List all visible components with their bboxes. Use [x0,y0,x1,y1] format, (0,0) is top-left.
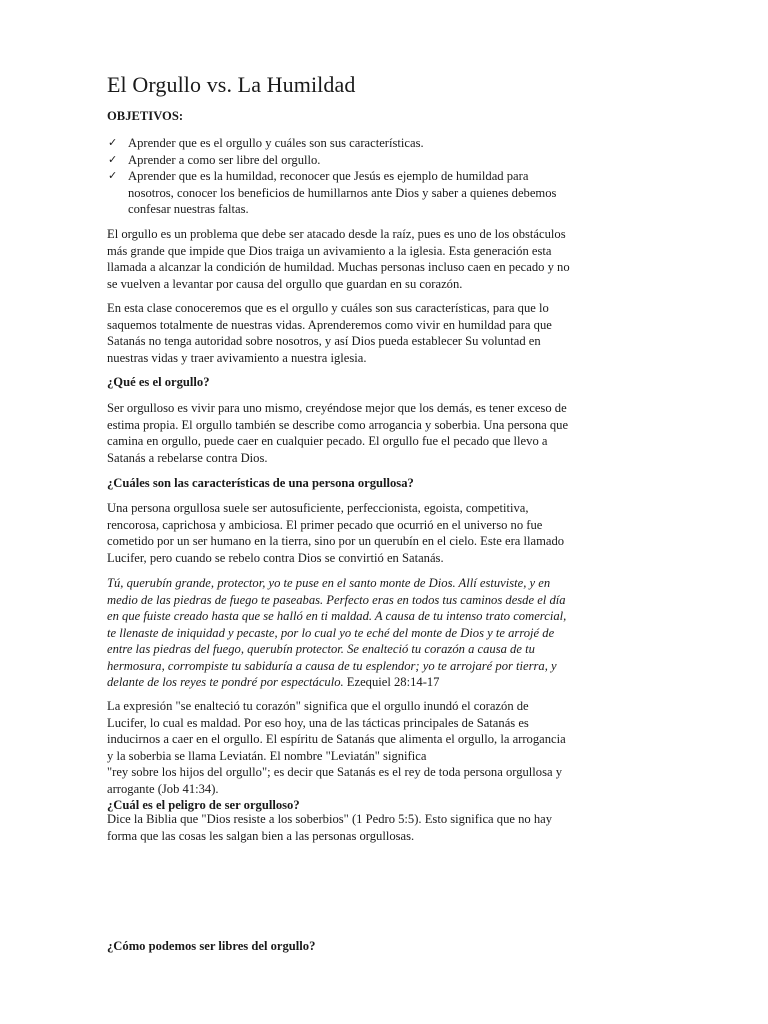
objective-item: ✓ Aprender que es la humildad, reconocer que Jesús es ejemplo de humildad para nosotros, conocer los beneficios de humillarnos ante Dios y saber a quienes debemos confesar nuestras faltas. [108,169,557,216]
explanation-paragraph: La expresión "se enalteció tu corazón" significa que el orgullo inundó el corazón de Lucifer, lo cual es maldad. Por eso hoy, una de las tácticas principales de Satanás es inducirnos a caer en el orgullo. El espíritu de Satanás que alimenta el orgullo, la arrogancia y la soberbia se llama Leviatán. El nombre "Leviatán" significa "rey sobre los hijos del orgullo"; es decir que Satanás es el rey de toda persona orgullosa y arrogante (Job 41:34). [107,699,566,796]
section-heading-peligro: ¿Cuál es el peligro de ser orgulloso? [107,798,300,812]
intro-paragraph-2: En esta clase conoceremos que es el orgullo y cuáles son sus características, para que lo saquemos totalmente de nuestras vidas. Aprenderemos como vivir en humildad para que Satanás no tenga autoridad sobre nosotros, y así Dios pueda establecer Su voluntad en nuestras vidas y traer avivamiento a nuestra iglesia. [107,301,552,365]
objectives-list [107,135,663,218]
section-body-caracteristicas: Una persona orgullosa suele ser autosuficiente, perfeccionista, egoista, competitiva, rencorosa, caprichosa y ambiciosa. El primer pecado que ocurrió en el universo no fue cometido por un ser humano en la tierra, sino por un querubín en el cielo. Este era llamado Lucifer, pero cuando se rebelo contra Dios se convirtió en Satanás. [107,501,565,565]
objectives-heading: OBJETIVOS: [107,109,184,123]
objective-item: ✓ Aprender a como ser libre del orgullo. [108,152,321,167]
section-heading-libres: ¿Cómo podemos ser libres del orgullo? [107,939,316,953]
checkmark-icon: ✓ [108,152,118,166]
section-heading-que-es: ¿Qué es el orgullo? [107,375,210,389]
section-body-peligro: Dice la Biblia que "Dios resiste a los soberbios" (1 Pedro 5:5). Esto significa que no hay forma que las cosas les salgan bien a las personas orgullosas. [107,812,553,843]
objective-item: ✓ Aprender que es el orgullo y cuáles son sus características. [108,136,424,150]
intro-paragraph-1: El orgullo es un problema que debe ser atacado desde la raíz, pues es uno de los obstáculos más grande que impide que Dios traiga un avivamiento a la iglesia. Esta generación esta llamada a alcanzar la condición de humildad. Muchas personas incluso caen en pecado y no se vuelven a levantar por causa del orgullo que guardan en su corazón. [107,227,570,291]
section-body-que-es: Ser orgulloso es vivir para uno mismo, creyéndose mejor que los demás, es tener exceso de estima propia. El orgullo también se describe como arrogancia y soberbia. Una persona que camina en orgullo, puede caer en cualquier pecado. El orgullo fue el pecado que llevo a Satanás a rebelarse contra Dios. [107,401,569,465]
scripture-reference: Ezequiel 28:14-17 [343,675,440,689]
checkmark-icon: ✓ [108,136,118,149]
section-heading-caracteristicas: ¿Cuáles son las características de una persona orgullosa? [107,476,414,490]
scripture-quote: Tú, querubín grande, protector, yo te puse en el santo monte de Dios. Allí estuviste, y en medio de las piedras de fuego te paseabas. Perfecto eras en todos tus caminos desde el día en que fuiste creado hasta que se halló en ti maldad. A causa de tu intenso trato comercial, te llenaste de iniquidad y pecaste, por lo cual yo te eché del monte de Dios y te arrojé de entre las piedras del fuego, querubín protector. Se enalteció tu corazón a causa de tu hermosura, corrompiste tu sabiduría a causa de tu esplendor; yo te arrojaré por tierra, y delante de los reyes te pondré por espectáculo. Ezequiel 28:14-17 [107,576,567,689]
document-title: El Orgullo vs. La Humildad [107,72,356,97]
checkmark-icon: ✓ [108,169,118,182]
